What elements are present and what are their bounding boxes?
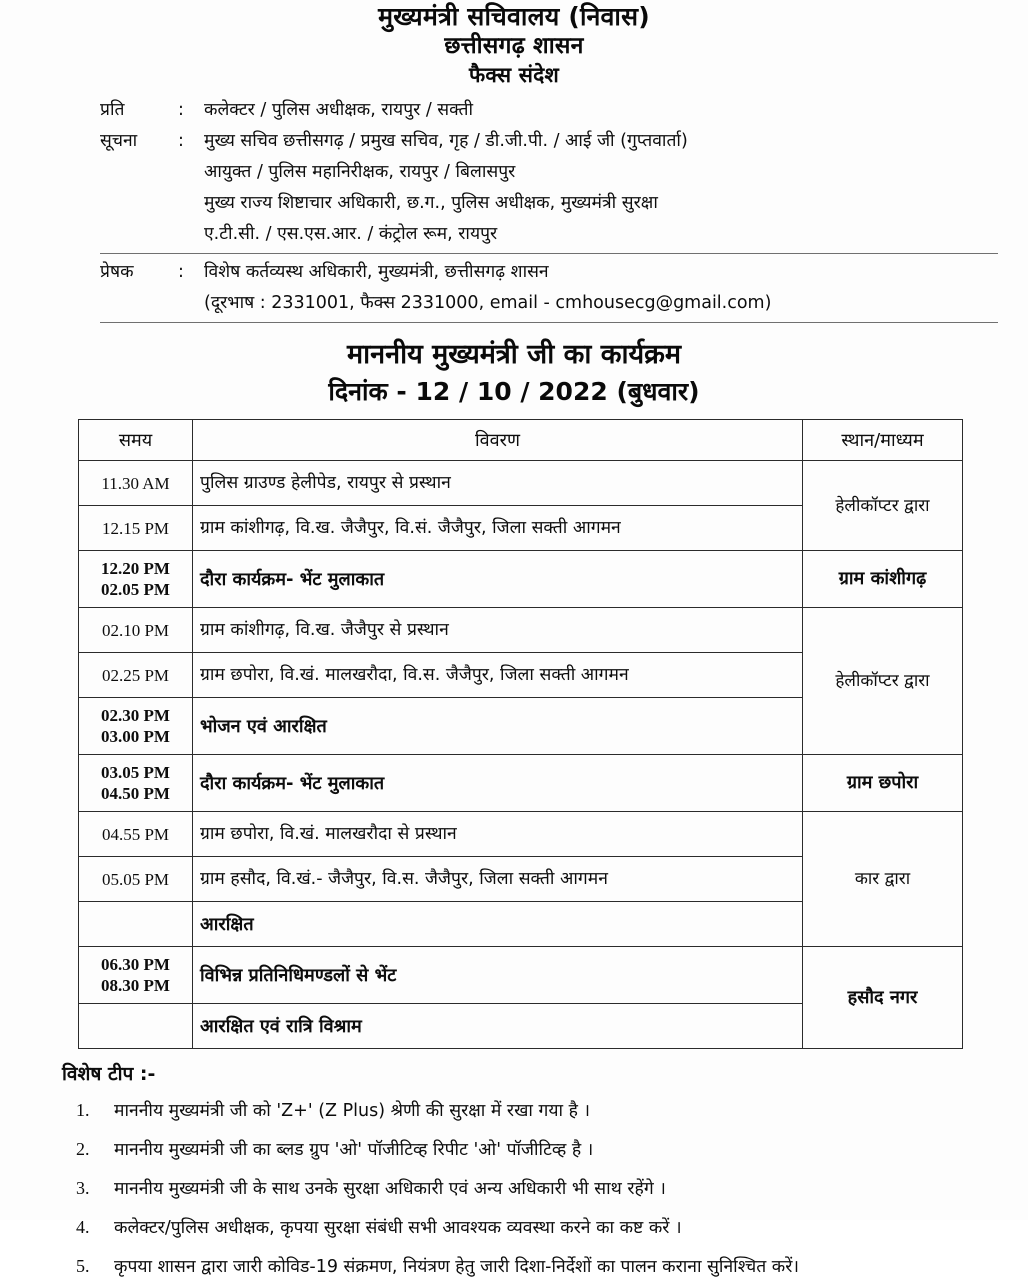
to-label: प्रति (100, 100, 125, 120)
to-value: कलेक्टर / पुलिस अधीक्षक, रायपुर / सक्ती (204, 100, 474, 120)
cell-time (79, 902, 193, 947)
letterhead-line-3: फैक्स संदेश (468, 63, 560, 87)
cell-time: 11.30 AM (79, 461, 193, 506)
note-item (62, 1091, 1004, 1130)
special-notes-section (0, 1061, 1028, 1286)
cell-time: 04.55 PM (79, 812, 193, 857)
note-text: कृपया शासन द्वारा जारी कोविड-19 संक्रमण, नियंत्रण हेतु जारी दिशा-निर्देशों का पालन कराना सुनिश्चित करें। (114, 1257, 800, 1277)
cell-place: हेलीकॉप्टर द्वारा (803, 461, 963, 551)
letterhead-line-1: मुख्यमंत्री सचिवालय (निवास) (378, 2, 650, 31)
cell-place: हसौद नगर (803, 947, 963, 1049)
cell-description: विभिन्न प्रतिनिधिमण्डलों से भेंट (193, 947, 803, 1004)
note-text: माननीय मुख्यमंत्री जी के साथ उनके सुरक्षा अधिकारी एवं अन्य अधिकारी भी साथ रहेंगे । (114, 1179, 666, 1199)
note-text: माननीय मुख्यमंत्री जी को 'Z+' (Z Plus) श्रेणी की सुरक्षा में रखा गया है । (114, 1101, 591, 1121)
table-header-row (79, 420, 963, 461)
table-row (79, 551, 963, 608)
cell-time: 02.30 PM 03.00 PM (79, 698, 193, 755)
cell-description: ग्राम छपोरा, वि.खं. मालखरौदा, वि.स. जैजैपुर, जिला सक्ती आगमन (193, 653, 803, 698)
cell-place: कार द्वारा (803, 812, 963, 947)
notes-heading: विशेष टीप :- (62, 1063, 156, 1085)
cell-place: ग्राम कांशीगढ़ (803, 551, 963, 608)
cell-time: 12.20 PM 02.05 PM (79, 551, 193, 608)
note-item (62, 1247, 1004, 1286)
info-line-4: ए.टी.सी. / एस.एस.आर. / कंट्रोल रूम, रायपुर (204, 224, 498, 244)
column-header-place: स्थान/माध्यम (803, 420, 963, 461)
cell-description: भोजन एवं आरक्षित (193, 698, 803, 755)
cell-time: 05.05 PM (79, 857, 193, 902)
note-text: माननीय मुख्यमंत्री जी का ब्लड ग्रुप 'ओ' पॉजीटिव्ह रिपीट 'ओ' पॉजीटिव्ह है । (114, 1140, 594, 1160)
address-row-info (100, 126, 998, 157)
table-row (79, 608, 963, 653)
cell-description: ग्राम हसौद, वि.खं.- जैजैपुर, वि.स. जैजैपुर, जिला सक्ती आगमन (193, 857, 803, 902)
column-header-description: विवरण (193, 420, 803, 461)
cell-place: हेलीकॉप्टर द्वारा (803, 608, 963, 755)
info-label: सूचना (100, 131, 138, 151)
note-item (62, 1130, 1004, 1169)
note-number: 1. (76, 1100, 90, 1120)
note-item (62, 1169, 1004, 1208)
note-number: 2. (76, 1139, 90, 1159)
notes-list (62, 1091, 1004, 1286)
schedule-date: दिनांक - 12 / 10 / 2022 (बुधवार) (328, 377, 700, 406)
cell-time: 02.10 PM (79, 608, 193, 653)
cell-time: 03.05 PM 04.50 PM (79, 755, 193, 812)
letterhead (0, 0, 1028, 89)
schedule-table-wrapper (78, 419, 930, 1049)
note-item (62, 1208, 1004, 1247)
cell-time: 06.30 PM 08.30 PM (79, 947, 193, 1004)
cell-description: दौरा कार्यक्रम- भेंट मुलाकात (193, 755, 803, 812)
divider-above-sender (100, 253, 998, 254)
table-row (79, 812, 963, 857)
cell-time: 12.15 PM (79, 506, 193, 551)
cell-place: ग्राम छपोरा (803, 755, 963, 812)
cell-description: ग्राम छपोरा, वि.खं. मालखरौदा से प्रस्थान (193, 812, 803, 857)
cell-time (79, 1004, 193, 1049)
divider-below-sender (100, 322, 998, 323)
letterhead-line-2: छत्तीसगढ़ शासन (444, 33, 584, 59)
info-colon: : (178, 131, 184, 151)
page-title: माननीय मुख्यमंत्री जी का कार्यक्रम (346, 339, 682, 370)
table-row (79, 755, 963, 812)
cell-time: 02.25 PM (79, 653, 193, 698)
note-number: 3. (76, 1178, 90, 1198)
schedule-table-body (79, 461, 963, 1049)
info-line-3: मुख्य राज्य शिष्टाचार अधिकारी, छ.ग., पुलिस अधीक्षक, मुख्यमंत्री सुरक्षा (204, 193, 658, 213)
column-header-time: समय (79, 420, 193, 461)
cell-description: आरक्षित (193, 902, 803, 947)
from-colon: : (178, 262, 184, 282)
cell-description: ग्राम कांशीगढ़, वि.ख. जैजैपुर से प्रस्थान (193, 608, 803, 653)
info-value: मुख्य सचिव छत्तीसगढ़ / प्रमुख सचिव, गृह / डी.जी.पी. / आई जी (गुप्तवार्ता) (204, 131, 688, 151)
from-label: प्रेषक (100, 262, 134, 282)
info-line-2: आयुक्त / पुलिस महानिरीक्षक, रायपुर / बिलासपुर (204, 162, 516, 182)
cell-description: दौरा कार्यक्रम- भेंट मुलाकात (193, 551, 803, 608)
cell-description: ग्राम कांशीगढ़, वि.ख. जैजैपुर, वि.सं. जैजैपुर, जिला सक्ती आगमन (193, 506, 803, 551)
note-number: 5. (76, 1256, 90, 1276)
address-row-to (100, 95, 998, 126)
schedule-table (78, 419, 963, 1049)
schedule-table-head (79, 420, 963, 461)
note-text: कलेक्टर/पुलिस अधीक्षक, कृपया सुरक्षा संबंधी सभी आवश्यक व्यवस्था करने का कष्ट करें । (114, 1218, 682, 1238)
cell-description: आरक्षित एवं रात्रि विश्राम (193, 1004, 803, 1049)
from-value: विशेष कर्तव्यस्थ अधिकारी, मुख्यमंत्री, छत्तीसगढ़ शासन (204, 262, 549, 282)
address-block (0, 95, 1028, 323)
table-row (79, 461, 963, 506)
to-colon: : (178, 100, 184, 120)
note-number: 4. (76, 1217, 90, 1237)
sender-contact-line: (दूरभाष : 2331001, फैक्स 2331000, email - cmhousecg@gmail.com) (204, 293, 772, 313)
table-row (79, 947, 963, 1004)
cell-description: पुलिस ग्राउण्ड हेलीपेड, रायपुर से प्रस्थान (193, 461, 803, 506)
address-row-from (100, 257, 998, 288)
